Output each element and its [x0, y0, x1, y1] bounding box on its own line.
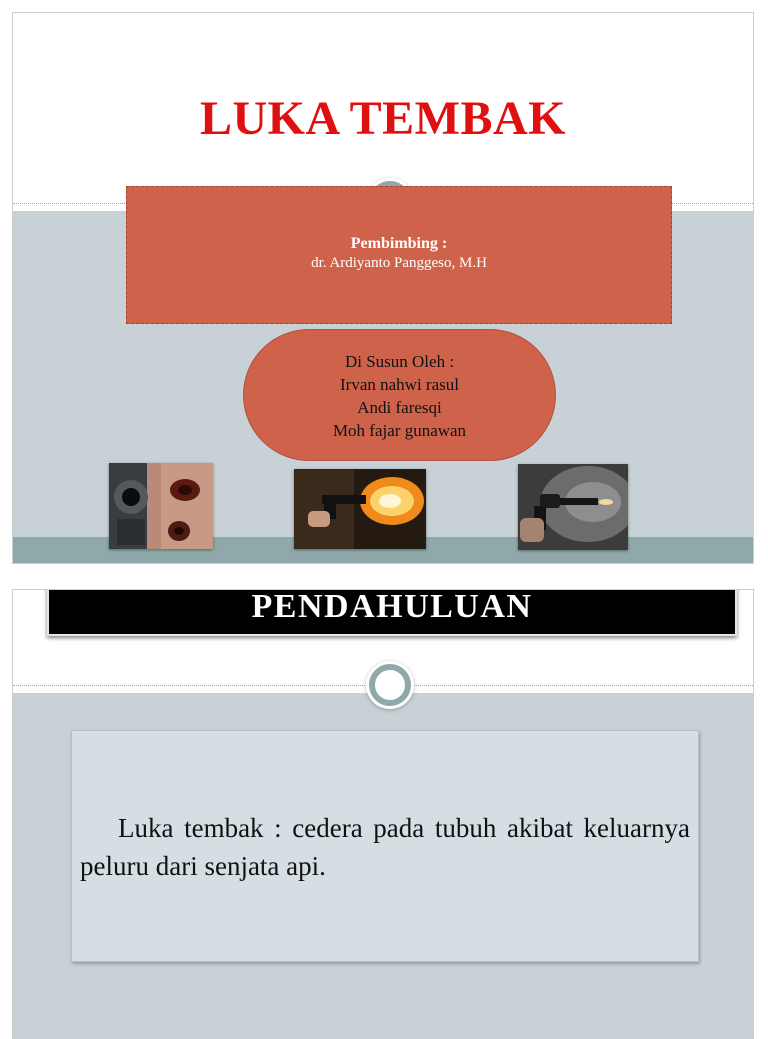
- supervisor-label: Pembimbing :: [350, 235, 448, 252]
- title-slide: [12, 12, 754, 564]
- gun-barrel-wound-photo: [109, 463, 213, 549]
- gun-muzzle-flash-image: [294, 469, 426, 549]
- gun-muzzle-flash-photo: [294, 469, 426, 549]
- gun-barrel-wound-image: [109, 463, 213, 549]
- ring-ornament-icon: [369, 664, 411, 706]
- supervisor-box: [126, 186, 672, 324]
- author-name: Irvan nahwi rasul: [340, 375, 459, 394]
- revolver-firing-image: [518, 464, 628, 550]
- definition-text: Luka tembak : cedera pada tubuh akibat keluarnya peluru dari senjata api.: [80, 813, 690, 881]
- revolver-firing-photo: [518, 464, 628, 550]
- intro-slide: [12, 589, 754, 1039]
- authors-pill: [243, 329, 556, 461]
- section-header: PENDAHULUAN: [47, 589, 737, 636]
- definition-box: [71, 730, 699, 962]
- author-name: Moh fajar gunawan: [332, 421, 467, 440]
- author-name: Andi faresqi: [357, 398, 442, 417]
- slide-title: LUKA TEMBAK: [199, 92, 566, 145]
- supervisor-name: dr. Ardiyanto Panggeso, M.H: [311, 255, 487, 271]
- authors-label: Di Susun Oleh :: [344, 352, 455, 371]
